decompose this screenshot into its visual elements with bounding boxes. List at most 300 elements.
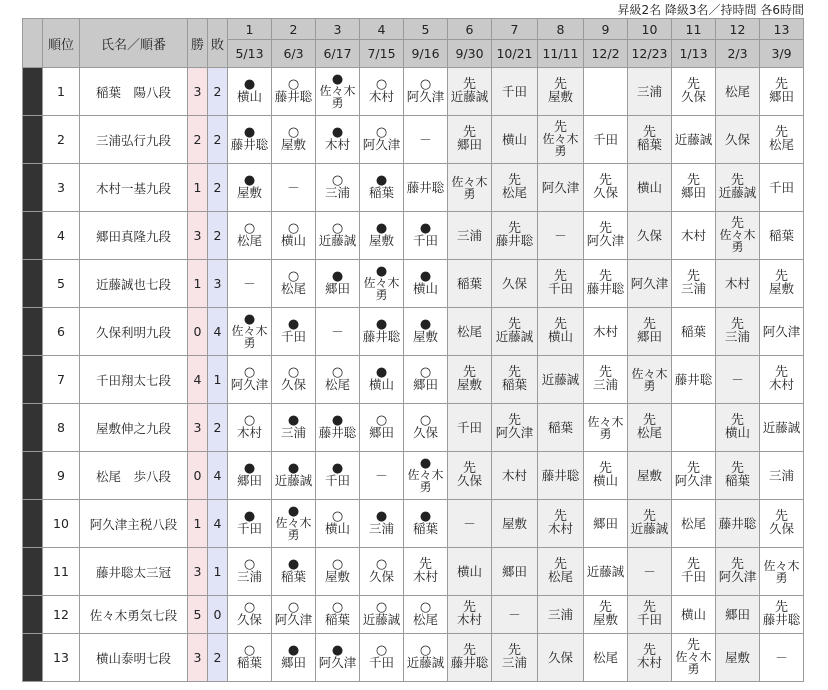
game-cell <box>316 164 360 212</box>
player-row <box>23 596 804 634</box>
player-row <box>23 500 804 548</box>
game-cell <box>228 452 272 500</box>
opponent-name: 佐々木 勇 <box>631 366 668 393</box>
opponent-name: 屋敷 <box>636 467 662 483</box>
sente-mark: 先 <box>462 125 476 140</box>
opponent-name: － <box>554 227 567 243</box>
opponent-name: － <box>331 323 344 339</box>
game-cell <box>360 68 404 116</box>
game-cell <box>360 356 404 404</box>
opponent-name: 稲葉 <box>280 569 306 584</box>
opponent-name: 郷田 <box>368 425 394 440</box>
player-name: 木村一基九段 <box>80 164 188 212</box>
game-cell <box>538 68 584 116</box>
opponent-name: 木村 <box>547 521 573 536</box>
player-name: 千田翔太七段 <box>80 356 188 404</box>
wins-header: 勝 <box>188 19 208 68</box>
sente-mark: 先 <box>774 365 788 380</box>
opponent-name: 郷田 <box>501 563 527 579</box>
opponent-name: 千田 <box>412 233 438 248</box>
game-cell <box>360 596 404 634</box>
game-cell <box>760 356 804 404</box>
player-rank: 13 <box>43 634 80 682</box>
sente-mark: 先 <box>507 317 521 332</box>
row-sidebar <box>23 548 43 596</box>
game-cell <box>584 452 628 500</box>
opponent-name: － <box>775 649 788 665</box>
game-cell <box>584 260 628 308</box>
game-cell <box>760 452 804 500</box>
sente-mark: 先 <box>598 461 612 476</box>
opponent-name: 郷田 <box>636 329 662 344</box>
round-number-header: 8 <box>538 19 584 40</box>
loss-mark: ● <box>243 173 256 188</box>
opponent-name: 稲葉 <box>324 612 350 627</box>
opponent-name: 郷田 <box>280 655 306 670</box>
game-cell <box>228 596 272 634</box>
sente-mark: 先 <box>642 643 656 658</box>
player-losses: 2 <box>208 404 228 452</box>
game-cell <box>584 68 628 116</box>
opponent-name: 松尾 <box>412 612 438 627</box>
opponent-name: 阿久津 <box>762 323 801 339</box>
game-cell <box>228 634 272 682</box>
loss-mark: ● <box>243 509 256 524</box>
win-mark: ○ <box>375 557 388 572</box>
player-rank: 2 <box>43 116 80 164</box>
row-sidebar <box>23 308 43 356</box>
game-cell <box>538 260 584 308</box>
sente-mark: 先 <box>507 365 521 380</box>
sente-mark: 先 <box>774 509 788 524</box>
name-header: 氏名／順番 <box>80 19 188 68</box>
round-date-header: 5/13 <box>228 40 272 68</box>
opponent-name: 木村 <box>324 137 350 152</box>
game-cell <box>672 260 716 308</box>
opponent-name: 木村 <box>592 323 618 339</box>
game-cell <box>760 548 804 596</box>
loss-mark: ● <box>375 317 388 332</box>
sente-mark: 先 <box>730 461 744 476</box>
opponent-name: 木村 <box>680 227 706 243</box>
game-cell <box>360 116 404 164</box>
game-cell <box>316 452 360 500</box>
opponent-name: 佐々木 勇 <box>542 132 579 158</box>
win-mark: ○ <box>419 365 432 380</box>
sente-mark: 先 <box>774 269 788 284</box>
game-cell <box>316 68 360 116</box>
round-date-header: 2/3 <box>716 40 760 68</box>
sente-mark: 先 <box>507 173 521 188</box>
game-cell <box>448 634 492 682</box>
game-cell <box>492 260 538 308</box>
opponent-name: － <box>243 275 256 291</box>
player-wins: 3 <box>188 548 208 596</box>
opponent-name: 阿久津 <box>495 425 534 440</box>
opponent-name: 近藤誠 <box>318 233 357 248</box>
player-row <box>23 356 804 404</box>
game-cell <box>228 500 272 548</box>
game-cell <box>316 260 360 308</box>
player-wins: 1 <box>188 500 208 548</box>
win-mark: ○ <box>419 413 432 428</box>
game-cell <box>448 164 492 212</box>
opponent-name: 稲葉 <box>636 137 662 152</box>
game-cell <box>448 260 492 308</box>
game-cell <box>492 308 538 356</box>
game-cell <box>360 452 404 500</box>
sente-mark: 先 <box>686 173 700 188</box>
opponent-name: 藤井聡 <box>674 371 713 387</box>
loss-mark: ● <box>375 221 388 236</box>
player-row <box>23 404 804 452</box>
game-cell <box>404 68 448 116</box>
player-losses: 4 <box>208 452 228 500</box>
game-cell <box>272 116 316 164</box>
opponent-name: 屋敷 <box>724 649 750 665</box>
player-wins: 3 <box>188 634 208 682</box>
sente-mark: 先 <box>730 173 744 188</box>
opponent-name: 松尾 <box>236 233 262 248</box>
game-cell <box>760 212 804 260</box>
opponent-name: 屋敷 <box>280 137 306 152</box>
league-rules-note: 昇級2名 降級3名／持時間 各6時間 <box>617 3 804 17</box>
game-cell <box>672 164 716 212</box>
sente-mark: 先 <box>642 509 656 524</box>
game-cell <box>404 548 448 596</box>
game-cell <box>404 212 448 260</box>
game-cell <box>492 164 538 212</box>
row-sidebar <box>23 260 43 308</box>
sente-mark: 先 <box>462 365 476 380</box>
opponent-name: 久保 <box>368 569 394 584</box>
opponent-name: 木村 <box>368 89 394 104</box>
game-cell <box>538 500 584 548</box>
opponent-name: 屋敷 <box>456 377 482 392</box>
game-cell <box>404 164 448 212</box>
loss-mark: ● <box>419 269 432 284</box>
win-mark: ○ <box>243 643 256 658</box>
game-cell <box>628 404 672 452</box>
opponent-name: 横山 <box>368 377 394 392</box>
opponent-name: 横山 <box>547 329 573 344</box>
opponent-name: 松尾 <box>724 83 750 99</box>
game-cell <box>716 260 760 308</box>
game-cell <box>316 212 360 260</box>
player-wins: 3 <box>188 212 208 260</box>
sente-mark: 先 <box>774 600 788 615</box>
game-cell <box>538 634 584 682</box>
game-cell <box>716 68 760 116</box>
loss-mark: ● <box>375 264 388 279</box>
game-cell <box>360 404 404 452</box>
opponent-name: 近藤誠 <box>406 655 445 670</box>
opponent-name: 横山 <box>324 521 350 536</box>
row-sidebar <box>23 212 43 260</box>
game-cell <box>628 452 672 500</box>
opponent-name: 稲葉 <box>724 473 750 488</box>
round-date-header: 9/30 <box>448 40 492 68</box>
loss-mark: ● <box>331 643 344 658</box>
opponent-name: 近藤誠 <box>718 185 757 200</box>
round-date-header: 11/11 <box>538 40 584 68</box>
player-wins: 1 <box>188 164 208 212</box>
player-row <box>23 68 804 116</box>
player-rank: 7 <box>43 356 80 404</box>
game-cell <box>448 308 492 356</box>
opponent-name: 三浦 <box>547 606 573 622</box>
game-cell <box>492 634 538 682</box>
loss-mark: ● <box>243 312 256 327</box>
sente-mark: 先 <box>553 269 567 284</box>
opponent-name: 千田 <box>456 419 482 435</box>
game-cell <box>584 212 628 260</box>
player-row <box>23 260 804 308</box>
opponent-name: 千田 <box>592 131 618 147</box>
player-name: 佐々木勇気七段 <box>80 596 188 634</box>
row-sidebar <box>23 634 43 682</box>
loss-mark: ● <box>419 456 432 471</box>
game-cell <box>716 596 760 634</box>
player-losses: 4 <box>208 308 228 356</box>
player-losses: 2 <box>208 212 228 260</box>
opponent-name: 久保 <box>636 227 662 243</box>
game-cell <box>404 404 448 452</box>
win-mark: ○ <box>419 600 432 615</box>
player-wins: 4 <box>188 356 208 404</box>
loss-mark: ● <box>331 72 344 87</box>
game-cell <box>316 116 360 164</box>
player-name: 屋敷伸之九段 <box>80 404 188 452</box>
game-cell <box>672 212 716 260</box>
game-cell <box>672 404 716 452</box>
round-number-header: 4 <box>360 19 404 40</box>
opponent-name: 郷田 <box>768 89 794 104</box>
player-row <box>23 634 804 682</box>
player-losses: 2 <box>208 164 228 212</box>
game-cell <box>228 308 272 356</box>
game-cell <box>228 404 272 452</box>
opponent-name: 藤井聡 <box>495 233 534 248</box>
loss-mark: ● <box>243 77 256 92</box>
opponent-name: 阿久津 <box>586 233 625 248</box>
game-cell <box>628 548 672 596</box>
opponent-name: 藤井聡 <box>318 425 357 440</box>
opponent-name: 佐々木 勇 <box>319 84 356 110</box>
game-cell <box>672 500 716 548</box>
game-cell <box>538 116 584 164</box>
game-cell <box>448 116 492 164</box>
opponent-name: 阿久津 <box>541 179 580 195</box>
opponent-name: 稲葉 <box>768 227 794 243</box>
game-cell <box>448 404 492 452</box>
game-cell <box>404 634 448 682</box>
game-cell <box>538 596 584 634</box>
sente-mark: 先 <box>507 643 521 658</box>
sente-mark: 先 <box>730 413 744 428</box>
opponent-name: 木村 <box>236 425 262 440</box>
opponent-name: 郷田 <box>592 515 618 531</box>
sente-mark: 先 <box>642 317 656 332</box>
sente-mark: 先 <box>507 413 521 428</box>
loss-mark: ● <box>287 317 300 332</box>
game-cell <box>716 308 760 356</box>
game-cell <box>584 308 628 356</box>
game-cell <box>760 68 804 116</box>
player-rank: 10 <box>43 500 80 548</box>
game-cell <box>538 308 584 356</box>
game-cell <box>538 452 584 500</box>
loss-mark: ● <box>419 317 432 332</box>
opponent-name: 佐々木 勇 <box>675 650 712 676</box>
game-cell <box>316 404 360 452</box>
player-rank: 11 <box>43 548 80 596</box>
game-cell <box>584 548 628 596</box>
loss-mark: ● <box>331 125 344 140</box>
opponent-name: 木村 <box>636 655 662 670</box>
row-sidebar <box>23 404 43 452</box>
opponent-name: 松尾 <box>768 137 794 152</box>
opponent-name: 稲葉 <box>501 377 527 392</box>
opponent-name: － <box>643 563 656 579</box>
player-name: 三浦弘行九段 <box>80 116 188 164</box>
win-mark: ○ <box>287 269 300 284</box>
opponent-name: 三浦 <box>280 425 306 440</box>
opponent-name: 稲葉 <box>680 323 706 339</box>
player-name: 久保利明九段 <box>80 308 188 356</box>
opponent-name: 藤井聡 <box>718 515 757 531</box>
game-cell <box>360 500 404 548</box>
player-wins: 3 <box>188 404 208 452</box>
win-mark: ○ <box>243 413 256 428</box>
opponent-name: － <box>375 467 388 483</box>
round-date-header: 12/23 <box>628 40 672 68</box>
opponent-name: 佐々木 勇 <box>275 516 312 542</box>
opponent-name: 近藤誠 <box>762 419 801 435</box>
opponent-name: 佐々木 勇 <box>763 558 800 585</box>
game-cell <box>716 116 760 164</box>
opponent-name: 阿久津 <box>718 569 757 584</box>
game-cell <box>404 596 448 634</box>
game-cell <box>360 212 404 260</box>
sente-mark: 先 <box>462 600 476 615</box>
game-cell <box>628 164 672 212</box>
player-wins: 0 <box>188 308 208 356</box>
game-cell <box>316 308 360 356</box>
round-number-header: 12 <box>716 19 760 40</box>
player-row <box>23 308 804 356</box>
game-cell <box>628 634 672 682</box>
game-cell <box>538 356 584 404</box>
opponent-name: 松尾 <box>636 425 662 440</box>
player-losses: 2 <box>208 68 228 116</box>
opponent-name: 郷田 <box>724 606 750 622</box>
opponent-name: 藤井聡 <box>586 281 625 296</box>
game-cell <box>404 116 448 164</box>
player-name: 横山泰明七段 <box>80 634 188 682</box>
opponent-name: 屋敷 <box>768 281 794 296</box>
game-cell <box>584 164 628 212</box>
opponent-name: 三浦 <box>724 329 750 344</box>
sente-mark: 先 <box>598 269 612 284</box>
opponent-name: 横山 <box>724 425 750 440</box>
win-mark: ○ <box>375 125 388 140</box>
player-wins: 0 <box>188 452 208 500</box>
sente-mark: 先 <box>686 638 700 653</box>
loss-mark: ● <box>375 365 388 380</box>
opponent-name: 佐々木 勇 <box>407 468 444 494</box>
loss-mark: ● <box>331 461 344 476</box>
opponent-name: 藤井聡 <box>762 612 801 627</box>
round-number-header: 9 <box>584 19 628 40</box>
loss-mark: ● <box>243 125 256 140</box>
game-cell <box>272 260 316 308</box>
opponent-name: 木村 <box>412 569 438 584</box>
game-cell <box>538 548 584 596</box>
game-cell <box>404 356 448 404</box>
sente-mark: 先 <box>730 557 744 572</box>
sente-mark: 先 <box>598 600 612 615</box>
opponent-name: 藤井聡 <box>406 179 445 195</box>
opponent-name: 佐々木 勇 <box>719 228 756 254</box>
sente-mark: 先 <box>462 643 476 658</box>
player-wins: 5 <box>188 596 208 634</box>
loss-mark: ● <box>331 413 344 428</box>
game-cell <box>360 634 404 682</box>
game-cell <box>360 260 404 308</box>
row-sidebar <box>23 116 43 164</box>
sente-mark: 先 <box>642 125 656 140</box>
player-name: 阿久津主税八段 <box>80 500 188 548</box>
opponent-name: 三浦 <box>456 227 482 243</box>
sente-mark: 先 <box>598 365 612 380</box>
opponent-name: 佐々木 勇 <box>587 414 624 441</box>
opponent-name: 近藤誠 <box>495 329 534 344</box>
opponent-name: 松尾 <box>280 281 306 296</box>
sidebar-header <box>23 19 43 68</box>
game-cell <box>448 212 492 260</box>
opponent-name: － <box>419 131 432 147</box>
opponent-name: 横山 <box>456 563 482 579</box>
opponent-name: 稲葉 <box>547 419 573 435</box>
game-cell <box>360 308 404 356</box>
opponent-name: 近藤誠 <box>541 371 580 387</box>
opponent-name: 藤井聡 <box>274 89 313 104</box>
game-cell <box>228 164 272 212</box>
game-cell <box>272 68 316 116</box>
loss-mark: ● <box>287 557 300 572</box>
opponent-name: 阿久津 <box>230 377 269 392</box>
win-mark: ○ <box>419 643 432 658</box>
round-number-header: 7 <box>492 19 538 40</box>
round-date-header: 7/15 <box>360 40 404 68</box>
round-date-header: 10/21 <box>492 40 538 68</box>
player-rank: 3 <box>43 164 80 212</box>
player-wins: 1 <box>188 260 208 308</box>
opponent-name: 松尾 <box>592 649 618 665</box>
game-cell <box>716 634 760 682</box>
game-cell <box>448 500 492 548</box>
game-cell <box>628 596 672 634</box>
game-cell <box>272 404 316 452</box>
game-cell <box>628 500 672 548</box>
league-table-body <box>23 68 804 682</box>
round-number-header: 11 <box>672 19 716 40</box>
loss-mark: ● <box>331 269 344 284</box>
game-cell <box>492 68 538 116</box>
win-mark: ○ <box>331 173 344 188</box>
opponent-name: 横山 <box>680 606 706 622</box>
